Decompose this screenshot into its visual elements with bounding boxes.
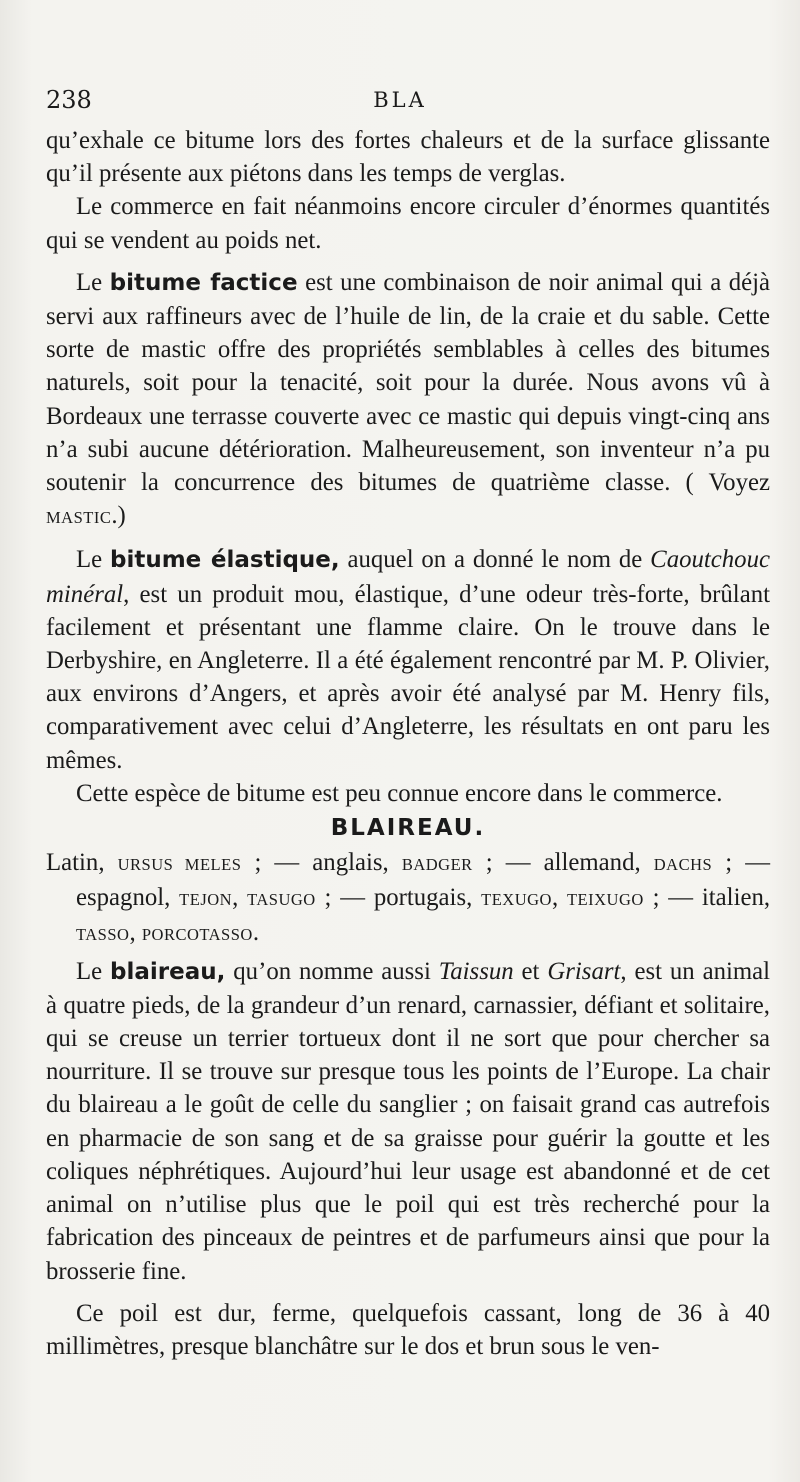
paragraph-bitume-factice (46, 266, 770, 535)
section-heading: BLAIREAU. (330, 815, 486, 842)
synonym-term: PORCOTASSO (141, 925, 253, 945)
synonym-label: ; — allemand, (485, 849, 641, 877)
paragraph-poil: Ce poil est dur, ferme, quelquefois cassant, long de 36 à 40 millimètres, presque blanchâtre sur le dos et brun sous le ven- (46, 1299, 770, 1360)
entry-term: bitume élastique, (109, 547, 340, 574)
paragraph-blaireau (46, 955, 770, 1288)
synonym-label: ; — espagnol, (76, 849, 771, 912)
paragraph-end: .) (111, 502, 126, 530)
page-header (46, 86, 754, 120)
paragraph-text: auquel on a donné le nom de (347, 546, 643, 574)
separator: . (252, 919, 260, 947)
synonym-term: TASSO (76, 925, 130, 945)
body-text (46, 124, 770, 1363)
italic-term: Caoutchouc minéral (46, 546, 770, 608)
italic-term: Taissun (438, 957, 514, 985)
paragraph-bitume-elastique (46, 543, 770, 776)
lead-word: Le (76, 546, 103, 574)
separator: , (232, 884, 239, 912)
entry-term: blaireau, (110, 958, 226, 985)
paragraph-text: , est un animal à quatre pieds, de la grandeur d’un renard, carnassier, défiant et solitaire, qui se creuse un terrier tortueux dont il ne sort que pour chercher sa nourriture. Il se trouve sur presque tous les points de l’Europe. La chair du blaireau a le goût de celle du sanglier ; on faisait grand cas autrefois en pharmacie de son sang et de sa graisse pour guérir la goutte et les coliques néphrétiques. Aujourd’hui leur usage est abandonné et de cet animal on n’utilise plus que le poil qui est très recherché pour la fabrication des pinceaux de peintres et de parfumeurs ainsi que pour la brosserie fine. (46, 957, 771, 1285)
running-head: BLA (373, 88, 427, 112)
synonym-term: TASUGO (247, 890, 316, 910)
synonym-label: ; — anglais, (254, 849, 389, 877)
entry-term: bitume factice (109, 269, 298, 296)
paragraph-text: , est un produit mou, élastique, d’une odeur très-forte, brûlant facilement et présentant une flamme claire. On le trouve dans le Derbyshire, en Angleterre. Il a été également rencontré par M. P. Olivier, aux environs d’Angers, et après avoir été analysé par M. Henry fils, comparativement avec celui d’Angleterre, les résultats en ont paru les mêmes. (46, 580, 770, 774)
page-number: 238 (46, 86, 92, 114)
synonyms-list (46, 846, 770, 952)
lead-word: Le (76, 268, 103, 296)
cross-reference: MASTIC (46, 508, 112, 528)
synonym-label: Latin, (46, 849, 105, 877)
italic-term: Grisart (547, 957, 621, 985)
paragraph-continuation: qu’exhale ce bitume lors des fortes chaleurs et de la surface glissante qu’il présente aux piétons dans les temps de verglas. (46, 127, 770, 188)
synonym-label: ; — italien, (652, 884, 771, 912)
paragraph-commerce-note: Cette espèce de bitume est peu connue encore dans le commerce. (76, 779, 723, 807)
synonym-term: TEIXUGO (566, 890, 644, 910)
paragraph-text: et (521, 957, 540, 985)
synonym-term: URSUS MELES (117, 855, 242, 875)
separator: , (551, 884, 559, 912)
paragraph-commerce: Le commerce en fait néanmoins encore circuler d’énormes quantités qui se vendent au poids net. (46, 193, 770, 254)
synonym-label: ; — portugais, (324, 884, 473, 912)
separator: , (129, 919, 136, 947)
synonym-term: DACHS (653, 855, 713, 875)
synonym-term: TEJON (179, 890, 233, 910)
lead-word: Le (76, 957, 103, 985)
synonym-term: BADGER (401, 855, 473, 875)
paragraph-text: est une combinaison de noir animal qui a déjà servi aux raffineurs avec de l’huile de lin, de la craie et du sable. Cette sorte de mastic offre des propriétés semblables à celles des bitumes naturels, soit pour la tenacité, soit pour la durée. Nous avons vû à Bordeaux une terrasse couverte avec ce mastic qui depuis vingt-cinq ans n’a subi aucune détérioration. Malheureusement, son inventeur n’a pu soutenir la concurrence des bitumes de quatrième classe. ( Voyez (46, 268, 771, 497)
paragraph-text: qu’on nomme aussi (233, 957, 431, 985)
synonym-term: TEXUGO (481, 890, 552, 910)
